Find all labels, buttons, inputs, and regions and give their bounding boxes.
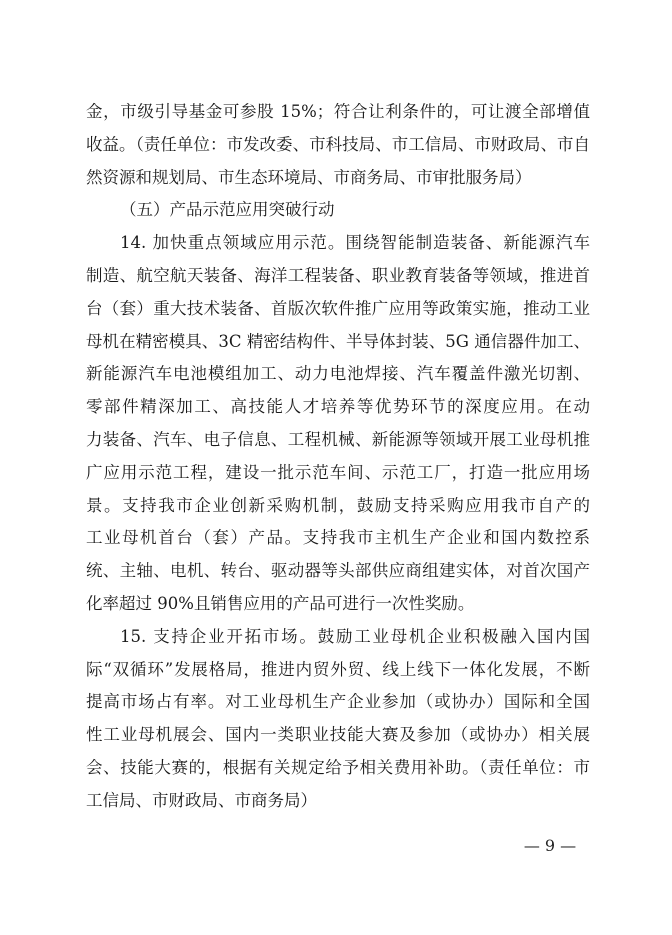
paragraph-start-line: 14. 加快重点领域应用示范。围绕智能制造装备、新能源汽车 bbox=[120, 233, 590, 253]
text-line: 提高市场占有率。对工业母机生产企业参加（或协办）国际和全国 bbox=[86, 692, 590, 712]
text-line: 收益。（责任单位：市发改委、市科技局、市工信局、市财政局、市自 bbox=[86, 134, 590, 154]
text-line: 广应用示范工程，建设一批示范车间、示范工厂，打造一批应用场 bbox=[86, 462, 590, 482]
page-number: — 9 — bbox=[523, 836, 577, 855]
section-heading: （五）产品示范应用突破行动 bbox=[120, 200, 335, 220]
text-line: 制造、航空航天装备、海洋工程装备、职业教育装备等领域，推进首 bbox=[86, 265, 590, 285]
text-line: 然资源和规划局、市生态环境局、市商务局、市审批服务局） bbox=[86, 167, 532, 187]
text-line: 零部件精深加工、高技能人才培养等优势环节的深度应用。在动 bbox=[86, 397, 590, 417]
text-line: 力装备、汽车、电子信息、工程机械、新能源等领域开展工业母机推 bbox=[86, 429, 590, 449]
text-line: 际“双循环”发展格局，推进内贸外贸、线上线下一体化发展，不断 bbox=[86, 659, 590, 679]
text-line: 母机在精密模具、3C 精密结构件、半导体封装、5G 通信器件加工、 bbox=[86, 331, 590, 351]
text-line: 金，市级引导基金可参股 15%；符合让利条件的，可让渡全部增值 bbox=[86, 102, 590, 121]
text-line: 会、技能大赛的，根据有关规定给予相关费用补助。（责任单位：市 bbox=[86, 757, 590, 777]
text-line: 性工业母机展会、国内一类职业技能大赛及参加（或协办）相关展 bbox=[86, 725, 590, 745]
text-line: 新能源汽车电池模组加工、动力电池焊接、汽车覆盖件激光切割、 bbox=[86, 364, 590, 384]
text-line: 工业母机首台（套）产品。支持我市主机生产企业和国内数控系 bbox=[86, 528, 590, 548]
text-line: 统、主轴、电机、转台、驱动器等头部供应商组建实体，对首次国产 bbox=[86, 561, 590, 581]
text-line: 台（套）重大技术装备、首版次软件推广应用等政策实施，推动工业 bbox=[86, 298, 590, 318]
paragraph-start-line: 15. 支持企业开拓市场。鼓励工业母机企业积极融入国内国 bbox=[120, 626, 590, 646]
text-line: 工信局、市财政局、市商务局） bbox=[86, 790, 317, 810]
text-line: 景。支持我市企业创新采购机制，鼓励支持采购应用我市自产的 bbox=[86, 495, 590, 515]
text-line: 化率超过 90%且销售应用的产品可进行一次性奖励。 bbox=[86, 593, 475, 613]
body-text bbox=[86, 96, 590, 818]
